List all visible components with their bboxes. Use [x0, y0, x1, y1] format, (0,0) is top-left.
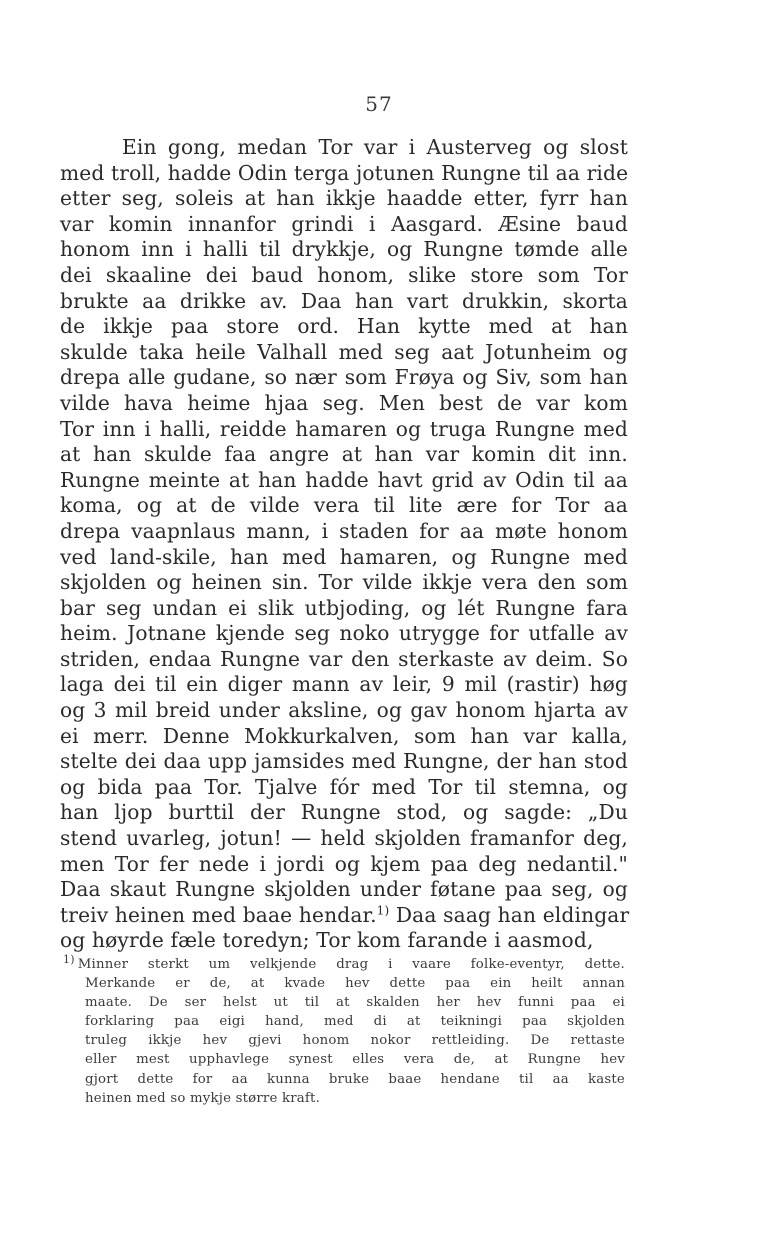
- text-line: dei skaaline dei baud honom, slike store som Tor: [60, 262, 628, 287]
- text-line: stelte dei daa upp jamsides med Rungne, der han stod: [60, 749, 628, 774]
- footnote: [63, 952, 625, 1108]
- text-segment: treiv heinen med baae hendar.: [60, 902, 377, 927]
- text-line-with-footnote-ref: [60, 903, 628, 929]
- footnote-line: eller mest upphavlege synest elles vera de, at Rungne hev: [85, 1052, 625, 1068]
- text-line: drepa alle gudane, so nær som Frøya og Siv, som han: [60, 365, 628, 390]
- text-line: med troll, hadde Odin terga jotunen Rungne til aa ride: [60, 160, 629, 185]
- footnote-number: 1): [63, 952, 75, 966]
- text-line: og høyrde fæle toredyn; Tor kom farande i aasmod,: [60, 928, 594, 953]
- text-line: skulde taka heile Valhall med seg aat Jotunheim og: [60, 339, 628, 364]
- text-line: striden, endaa Rungne var den sterkaste av deim. So: [60, 646, 628, 671]
- footnote-line: forklaring paa eigi hand, med di at teikningi paa skjolden: [85, 1014, 625, 1030]
- footnote-line: [63, 952, 625, 974]
- text-line: Ein gong, medan Tor var i Austerveg og slost: [122, 135, 628, 159]
- text-line: honom inn i halli til drykkje, og Rungne tømde alle: [60, 237, 628, 262]
- text-line: stend uvarleg, jotun! — held skjolden framanfor deg,: [60, 826, 628, 851]
- text-segment: Daa saag han eldingar: [389, 902, 630, 927]
- text-line: etter seg, soleis at han ikkje haadde etter, fyrr han: [60, 186, 628, 211]
- footnote-line: gjort dette for aa kunna bruke baae hendane til aa kaste: [85, 1071, 625, 1087]
- text-line: var komin innanfor grindi i Aasgard. Æsine baud: [60, 211, 628, 236]
- text-line: Tor inn i halli, reidde hamaren og truga Rungne med: [60, 416, 628, 441]
- footnote-line: maate. De ser helst ut til at skalden her hev funni paa ei: [85, 995, 625, 1011]
- text-line: vilde hava heime hjaa seg. Men best de var kom: [60, 390, 628, 415]
- text-line: bar seg undan ei slik utbjoding, og lét Rungne fara: [60, 595, 628, 620]
- footnote-line: Merkande er de, at kvade hev dette paa ein heilt annan: [85, 976, 625, 992]
- text-line: koma, og at de vilde vera til lite ære for Tor aa: [60, 493, 628, 518]
- text-line: at han skulde faa angre at han var komin dit inn.: [60, 442, 628, 467]
- text-line: de ikkje paa store ord. Han kytte med at han: [60, 314, 628, 339]
- text-line: og 3 mil breid under aksline, og gav honom hjarta av: [60, 698, 628, 723]
- text-line: og bida paa Tor. Tjalve fór med Tor til stemna, og: [60, 774, 628, 799]
- text-line: ved land-skile, han med hamaren, og Rungne med: [60, 544, 628, 569]
- text-line: Rungne meinte at han hadde havt grid av Odin til aa: [60, 467, 628, 492]
- text-line: men Tor fer nede i jordi og kjem paa deg nedantil.": [60, 851, 628, 876]
- text-line: drepa vaapnlaus mann, i staden for aa møte honom: [60, 518, 628, 543]
- footnote-line: heinen med so mykje større kraft.: [85, 1090, 320, 1106]
- text-line: ei merr. Denne Mokkurkalven, som han var kalla,: [60, 723, 628, 748]
- text-line: skjolden og heinen sin. Tor vilde ikkje vera den som: [60, 570, 628, 595]
- text-line: laga dei til ein diger mann av leir, 9 mil (rastir) høg: [60, 672, 628, 697]
- text-line: heim. Jotnane kjende seg noko utrygge for utfalle av: [60, 621, 628, 646]
- text-line: brukte aa drikke av. Daa han vart drukkin, skorta: [60, 288, 628, 313]
- footnote-line: truleg ikkje hev gjevi honom nokor rettleiding. De rettaste: [85, 1033, 625, 1049]
- text-line: Daa skaut Rungne skjolden under føtane paa seg, og: [60, 877, 628, 902]
- text-line: han ljop burttil der Rungne stod, og sagde: „Du: [60, 800, 628, 825]
- page-number: 57: [365, 92, 393, 116]
- footnote-text: Minner sterkt um velkjende drag i vaare folke-eventyr, dette.: [77, 957, 625, 972]
- main-text: [60, 135, 628, 954]
- footnote-reference: 1): [376, 903, 390, 918]
